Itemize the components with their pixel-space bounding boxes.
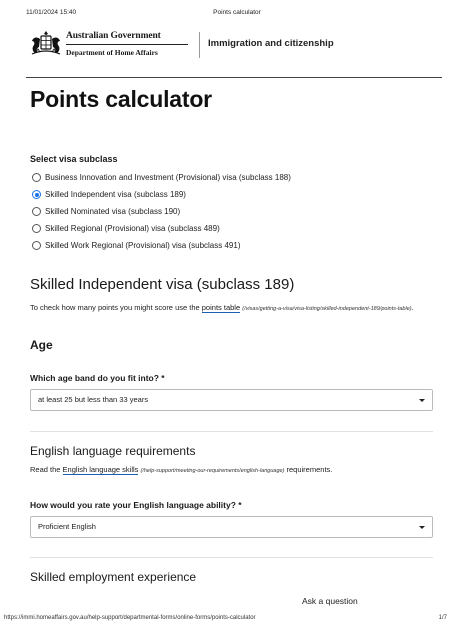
site-name-link[interactable]: Immigration and citizenship xyxy=(208,38,334,49)
government-name: Australian Government xyxy=(66,31,161,41)
points-table-link[interactable]: points table xyxy=(201,303,241,312)
print-title: Points calculator xyxy=(213,9,261,16)
department-name: Department of Home Affairs xyxy=(66,48,158,57)
english-heading: English language requirements xyxy=(30,444,196,458)
visa-option-label: Skilled Nominated visa (subclass 190) xyxy=(45,207,181,216)
section-divider xyxy=(30,431,433,432)
english-skills-url: (/help-support/meeting-our-requirements/english-language) xyxy=(140,468,285,474)
chevron-down-icon xyxy=(419,526,425,529)
radio-button-selected[interactable] xyxy=(32,190,41,199)
visa-section-intro xyxy=(30,303,430,314)
english-intro-text: Read the xyxy=(30,465,63,474)
wordmark-rule xyxy=(66,44,188,45)
visa-subclass-radio-group xyxy=(32,169,291,254)
page-title: Points calculator xyxy=(30,86,212,112)
english-ability-selected-value: Proficient English xyxy=(38,522,96,531)
ask-question-button[interactable]: Ask a question xyxy=(302,596,358,606)
radio-button[interactable] xyxy=(32,173,41,182)
radio-button[interactable] xyxy=(32,207,41,216)
visa-subclass-label: Select visa subclass xyxy=(30,154,118,164)
visa-option-label: Skilled Regional (Provisional) visa (subclass 489) xyxy=(45,224,220,233)
english-intro xyxy=(30,465,430,476)
print-url: https://immi.homeaffairs.gov.au/help-support/departmental-forms/online-forms/points-calculator xyxy=(4,615,256,621)
age-heading: Age xyxy=(30,338,53,352)
points-table-url: (/visas/getting-a-visa/visa-listing/skilled-independent-189/points-table) xyxy=(242,306,412,312)
intro-text: To check how many points you might score use the xyxy=(30,303,202,312)
visa-option-491[interactable] xyxy=(32,237,291,254)
english-ability-select[interactable] xyxy=(30,516,433,538)
gov-banner xyxy=(26,26,442,70)
radio-button[interactable] xyxy=(32,241,41,250)
print-page-number: 1/7 xyxy=(438,615,447,621)
visa-option-label: Skilled Independent visa (subclass 189) xyxy=(45,190,186,199)
visa-option-190[interactable] xyxy=(32,203,291,220)
gov-wordmark xyxy=(66,31,192,57)
banner-divider xyxy=(199,32,200,58)
english-skills-link[interactable]: English language skills xyxy=(62,465,139,474)
visa-option-label: Skilled Work Regional (Provisional) visa (subclass 491) xyxy=(45,241,241,250)
visa-section-title: Skilled Independent visa (subclass 189) xyxy=(30,276,295,293)
print-header xyxy=(0,9,474,19)
english-intro-end: requirements. xyxy=(284,465,333,474)
chevron-down-icon xyxy=(419,399,425,402)
header-rule xyxy=(26,77,442,78)
english-question-label: How would you rate your English language ability? * xyxy=(30,500,242,510)
age-band-select[interactable] xyxy=(30,389,433,411)
radio-button[interactable] xyxy=(32,224,41,233)
print-datetime: 11/01/2024 15:40 xyxy=(26,9,77,16)
visa-option-489[interactable] xyxy=(32,220,291,237)
age-band-selected-value: at least 25 but less than 33 years xyxy=(38,395,149,404)
age-question-label: Which age band do you fit into? * xyxy=(30,373,165,383)
coat-of-arms-icon xyxy=(26,28,66,60)
employment-heading: Skilled employment experience xyxy=(30,570,197,584)
visa-option-label: Business Innovation and Investment (Provisional) visa (subclass 188) xyxy=(45,173,291,182)
section-divider xyxy=(30,557,433,558)
visa-option-189[interactable] xyxy=(32,186,291,203)
intro-text-end: . xyxy=(411,303,414,312)
visa-option-188[interactable] xyxy=(32,169,291,186)
